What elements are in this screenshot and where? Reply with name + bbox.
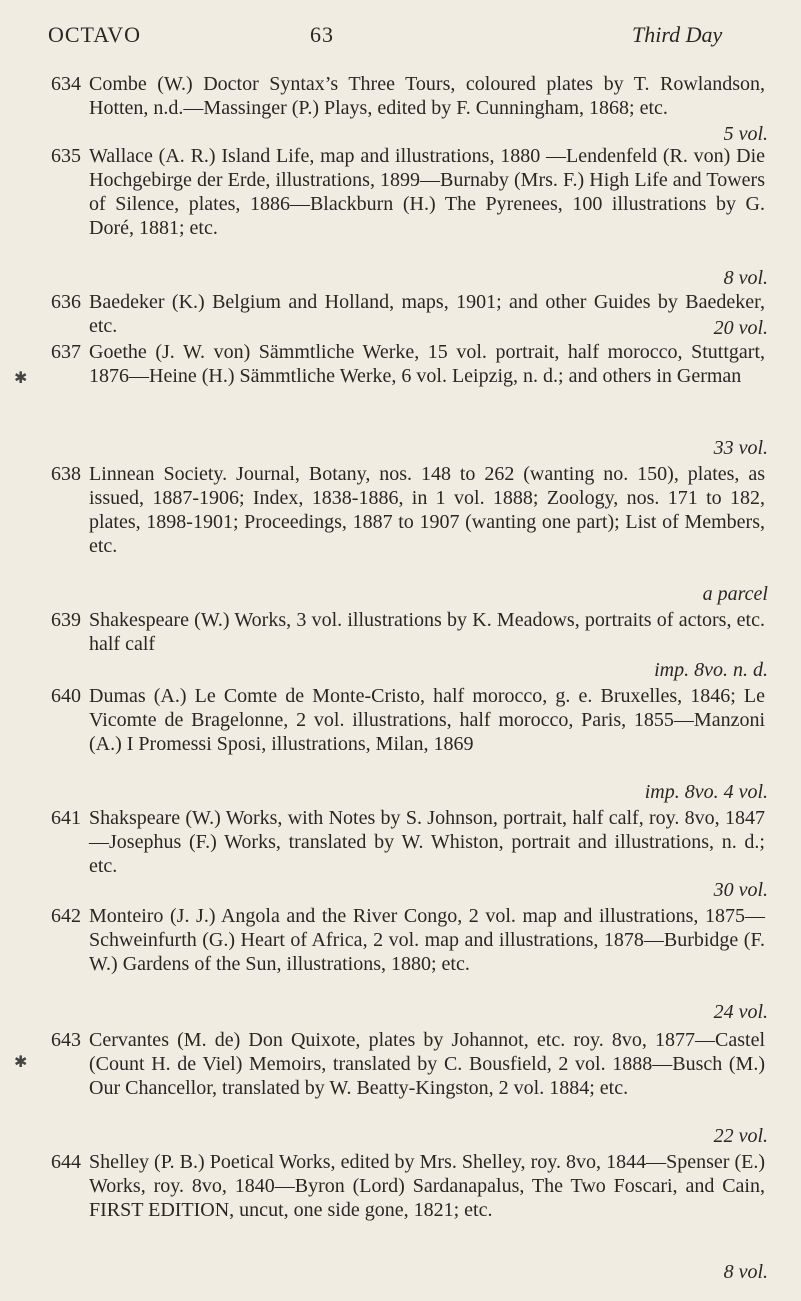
- lot-number: 637: [51, 341, 81, 363]
- lot-number: 635: [51, 145, 81, 167]
- lot-description: Dumas (A.) Le Comte de Monte-Cristo, half morocco, g. e. Bruxelles, 1846; Le Vicomte de Bragelonne, 2 vol. illustrations, half morocco, Paris, 1855—Manzoni (A.) I Promessi Sposi, illustrations, Milan, 1869: [89, 685, 765, 755]
- lot-number: 634: [51, 73, 81, 95]
- lot-quantity: 30 vol.: [713, 879, 768, 901]
- lot-number: 640: [51, 685, 81, 707]
- lot-number: 639: [51, 609, 81, 631]
- lot-description: Goethe (J. W. von) Sämmtliche Werke, 15 vol. portrait, half morocco, Stuttgart, 1876—Heine (H.) Sämmtliche Werke, 6 vol. Leipzig, n. d.; and others in German: [89, 341, 765, 387]
- lot-quantity: imp. 8vo. n. d.: [654, 659, 768, 681]
- page-number: 63: [310, 22, 334, 47]
- lot-number: 641: [51, 807, 81, 829]
- lot-quantity: imp. 8vo. 4 vol.: [644, 781, 768, 803]
- lot-quantity: 8 vol.: [723, 1261, 768, 1283]
- lot-description: Combe (W.) Doctor Syntax’s Three Tours, coloured plates by T. Rowlandson, Hotten, n.d.—Massinger (P.) Plays, edited by F. Cunningham, 1868; etc.: [89, 73, 765, 119]
- margin-mark-icon: ✱: [14, 1054, 28, 1071]
- lot-quantity: a parcel: [702, 583, 768, 605]
- lot-description: Cervantes (M. de) Don Quixote, plates by Johannot, etc. roy. 8vo, 1877—Castel (Count H. de Viel) Memoirs, translated by C. Bousfield, 2 vol. 1888—Busch (M.) Our Chancellor, translated by W. Beatty-Kingston, 2 vol. 1884; etc.: [89, 1029, 765, 1099]
- lot-description: Wallace (A. R.) Island Life, map and illustrations, 1880 —Lendenfeld (R. von) Die Hochgebirge der Erde, illustrations, 1899—Burnaby (Mrs. F.) High Life and Towers of Silence, plates, 1886—Blackburn (H.) The Pyrenees, 100 illustrations by G. Doré, 1881; etc.: [89, 145, 765, 239]
- lot-description: Monteiro (J. J.) Angola and the River Congo, 2 vol. map and illustrations, 1875—Schweinfurth (G.) Heart of Africa, 2 vol. map and illustrations, 1878—Burbidge (F. W.) Gardens of the Sun, illustrations, 1880; etc.: [89, 905, 765, 975]
- lot-description: Baedeker (K.) Belgium and Holland, maps, 1901; and other Guides by Baedeker, etc.: [89, 291, 765, 337]
- lot-description: Shakspeare (W.) Works, with Notes by S. Johnson, portrait, half calf, roy. 8vo, 1847—Josephus (F.) Works, translated by W. Whiston, portrait and illustrations, n. d.; etc.: [89, 807, 765, 877]
- lot-number: 638: [51, 463, 81, 485]
- page-header: [48, 22, 768, 56]
- lot-quantity: 8 vol.: [723, 267, 768, 289]
- margin-mark-icon: ✱: [14, 370, 28, 387]
- lot-quantity: 20 vol.: [713, 317, 768, 339]
- lot-description: Shakespeare (W.) Works, 3 vol. illustrations by K. Meadows, portraits of actors, etc. half calf: [89, 609, 765, 655]
- lot-quantity: 24 vol.: [713, 1001, 768, 1023]
- lot-quantity: 33 vol.: [713, 437, 768, 459]
- lot-description: Shelley (P. B.) Poetical Works, edited by Mrs. Shelley, roy. 8vo, 1844—Spenser (E.) Works, roy. 8vo, 1840—Byron (Lord) Sardanapalus, The Two Foscari, and Cain, FIRST EDITION, uncut, one side gone, 1821; etc.: [89, 1151, 765, 1221]
- lot-number: 642: [51, 905, 81, 927]
- header-day-label: Third Day: [632, 22, 723, 47]
- lot-number: 636: [51, 291, 81, 313]
- lot-quantity: 5 vol.: [723, 123, 768, 145]
- header-section-label: OCTAVO: [48, 22, 142, 47]
- lot-number: 643: [51, 1029, 81, 1051]
- lot-quantity: 22 vol.: [713, 1125, 768, 1147]
- lot-number: 644: [51, 1151, 81, 1173]
- lot-description: Linnean Society. Journal, Botany, nos. 148 to 262 (wanting no. 150), plates, as issued, 1887-1906; Index, 1838-1886, in 1 vol. 1888; Zoology, nos. 171 to 182, plates, 1898-1901; Proceedings, 1887 to 1907 (wanting one part); List of Members, etc.: [89, 463, 765, 557]
